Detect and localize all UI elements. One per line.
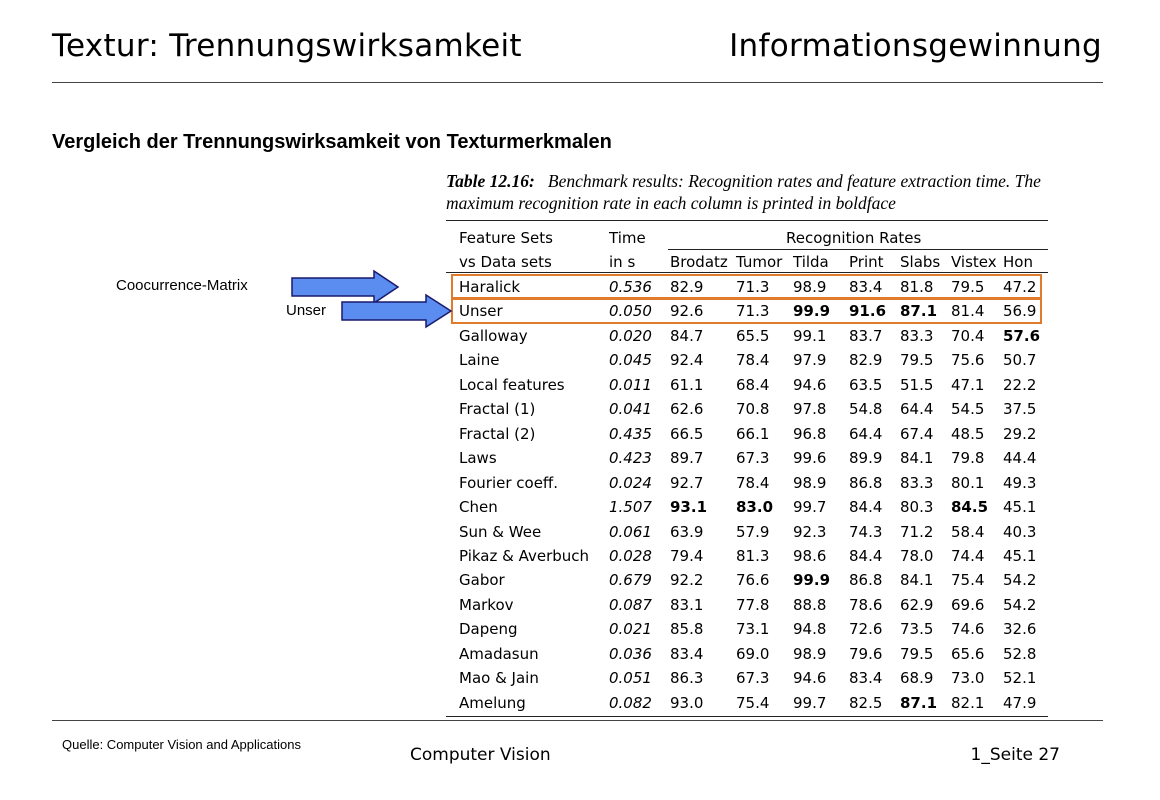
recognition-rate-cell: 83.3: [900, 473, 934, 492]
recognition-rate-cell: 93.0: [670, 693, 704, 712]
recognition-rate-cell: 67.3: [736, 449, 770, 468]
table-row: [446, 691, 1048, 715]
extraction-time: 0.041: [609, 400, 652, 419]
column-header: Tilda: [793, 253, 829, 271]
recognition-rate-cell: 87.1: [900, 302, 938, 321]
recognition-rate-cell: 57.6: [1003, 326, 1041, 345]
recognition-rate-cell: 83.4: [849, 669, 883, 688]
recognition-rate-cell: 89.9: [849, 449, 883, 468]
recognition-rate-cell: 54.2: [1003, 571, 1037, 590]
table-row: [446, 397, 1048, 421]
recognition-rate-cell: 82.9: [670, 278, 704, 296]
table-row: [446, 642, 1048, 666]
column-header: Brodatz: [670, 253, 728, 271]
feature-set-name: Dapeng: [459, 620, 518, 639]
slide-topic: Informationsgewinnung: [729, 28, 1102, 64]
recognition-rate-cell: 84.4: [849, 498, 883, 517]
recognition-rate-cell: 54.2: [1003, 595, 1037, 614]
recognition-rate-cell: 72.6: [849, 620, 883, 639]
recognition-rate-cell: 84.4: [849, 546, 883, 565]
recognition-rate-cell: 63.9: [670, 522, 704, 541]
recognition-rate-cell: 68.9: [900, 669, 934, 688]
recognition-rate-cell: 82.5: [849, 693, 883, 712]
table-caption-label: Table 12.16:: [446, 171, 535, 191]
header-vs-data-sets: vs Data sets: [459, 253, 552, 271]
column-header: Tumor: [736, 253, 783, 271]
feature-set-name: Amadasun: [459, 644, 539, 663]
table-row: [446, 617, 1048, 641]
table-row: [446, 446, 1048, 470]
recognition-rate-cell: 79.5: [900, 644, 934, 663]
recognition-rate-cell: 70.8: [736, 400, 770, 419]
recognition-rate-cell: 99.1: [793, 326, 827, 345]
recognition-rate-cell: 52.8: [1003, 644, 1037, 663]
recognition-rate-cell: 47.9: [1003, 693, 1037, 712]
recognition-rate-cell: 49.3: [1003, 473, 1037, 492]
recognition-rate-cell: 92.7: [670, 473, 704, 492]
recognition-rate-cell: 77.8: [736, 595, 770, 614]
recognition-rate-cell: 66.5: [670, 424, 704, 443]
extraction-time: 0.082: [609, 693, 652, 712]
extraction-time: 0.021: [609, 620, 652, 639]
recognition-rate-cell: 70.4: [951, 326, 985, 345]
table-row: [446, 422, 1048, 446]
recognition-rate-cell: 66.1: [736, 424, 770, 443]
recognition-rate-cell: 82.9: [849, 351, 883, 370]
recognition-rate-cell: 86.8: [849, 571, 883, 590]
column-header: Vistex: [951, 253, 997, 271]
recognition-rate-cell: 52.1: [1003, 669, 1037, 688]
recognition-rate-cell: 54.8: [849, 400, 883, 419]
feature-set-name: Local features: [459, 375, 565, 394]
recognition-rate-cell: 81.4: [951, 302, 985, 321]
recognition-rate-cell: 79.6: [849, 644, 883, 663]
recognition-rate-cell: 83.0: [736, 498, 774, 517]
feature-set-name: Pikaz & Averbuch: [459, 546, 590, 565]
recognition-rate-cell: 83.4: [670, 644, 704, 663]
recognition-rate-cell: 94.8: [793, 620, 827, 639]
recognition-rate-cell: 74.6: [951, 620, 985, 639]
recognition-rate-cell: 79.5: [951, 278, 985, 296]
table-rule-recognition: [668, 249, 1048, 250]
table-row: [446, 666, 1048, 690]
recognition-rate-cell: 82.1: [951, 693, 985, 712]
top-divider: [52, 82, 1103, 83]
recognition-rate-cell: 47.2: [1003, 278, 1037, 296]
slide-title: Textur: Trennungswirksamkeit: [52, 28, 522, 64]
recognition-rate-cell: 80.1: [951, 473, 985, 492]
recognition-rate-cell: 76.6: [736, 571, 770, 590]
recognition-rate-cell: 87.1: [900, 693, 938, 712]
recognition-rate-cell: 68.4: [736, 375, 770, 394]
recognition-rate-cell: 48.5: [951, 424, 985, 443]
recognition-rate-cell: 81.3: [736, 546, 770, 565]
extraction-time: 0.423: [609, 449, 652, 468]
header-feature-sets: Feature Sets: [459, 229, 553, 247]
recognition-rate-cell: 67.4: [900, 424, 934, 443]
recognition-rate-cell: 98.6: [793, 546, 827, 565]
table-row: [446, 568, 1048, 592]
feature-set-name: Mao & Jain: [459, 669, 539, 688]
table-row: [446, 520, 1048, 544]
recognition-rate-cell: 98.9: [793, 278, 827, 296]
coocurrence-label: Coocurrence-Matrix: [116, 277, 248, 294]
recognition-rate-cell: 92.4: [670, 351, 704, 370]
feature-set-name: Markov: [459, 595, 514, 614]
recognition-rate-cell: 79.8: [951, 449, 985, 468]
recognition-rate-cell: 71.2: [900, 522, 934, 541]
recognition-rate-cell: 99.7: [793, 498, 827, 517]
recognition-rate-cell: 97.9: [793, 351, 827, 370]
extraction-time: 0.028: [609, 546, 652, 565]
table-row: [446, 348, 1048, 372]
recognition-rate-cell: 83.3: [900, 326, 934, 345]
recognition-rate-cell: 45.1: [1003, 546, 1037, 565]
recognition-rate-cell: 73.1: [736, 620, 770, 639]
recognition-rate-cell: 92.3: [793, 522, 827, 541]
feature-set-name: Galloway: [459, 326, 528, 345]
extraction-time: 0.536: [609, 278, 652, 296]
column-header: Hon: [1003, 253, 1033, 271]
recognition-rate-cell: 61.1: [670, 375, 704, 394]
recognition-rate-cell: 99.6: [793, 449, 827, 468]
extraction-time: 0.679: [609, 571, 652, 590]
recognition-rate-cell: 45.1: [1003, 498, 1037, 517]
recognition-rate-cell: 74.4: [951, 546, 985, 565]
recognition-rate-cell: 29.2: [1003, 424, 1037, 443]
recognition-rate-cell: 37.5: [1003, 400, 1037, 419]
recognition-rate-cell: 69.6: [951, 595, 985, 614]
extraction-time: 0.045: [609, 351, 652, 370]
extraction-time: 0.036: [609, 644, 652, 663]
feature-set-name: Unser: [459, 302, 503, 321]
recognition-rate-cell: 71.3: [736, 302, 770, 321]
recognition-rate-cell: 62.9: [900, 595, 934, 614]
recognition-rate-cell: 74.3: [849, 522, 883, 541]
feature-set-name: Haralick: [459, 278, 521, 296]
extraction-time: 0.011: [609, 375, 652, 394]
feature-set-name: Chen: [459, 498, 498, 517]
recognition-rate-cell: 99.9: [793, 302, 831, 321]
recognition-rate-cell: 78.6: [849, 595, 883, 614]
recognition-rate-cell: 65.6: [951, 644, 985, 663]
highlight-box-unser: [451, 298, 1042, 324]
recognition-rate-cell: 44.4: [1003, 449, 1037, 468]
header-time: Time: [609, 229, 646, 247]
recognition-rate-cell: 22.2: [1003, 375, 1037, 394]
footer-course: Computer Vision: [410, 745, 551, 765]
recognition-rate-cell: 73.5: [900, 620, 934, 639]
table-rule-header: [446, 272, 1048, 273]
feature-set-name: Amelung: [459, 693, 526, 712]
recognition-rate-cell: 85.8: [670, 620, 704, 639]
table-rule-top: [446, 220, 1048, 221]
recognition-rate-cell: 83.1: [670, 595, 704, 614]
table-row: [446, 593, 1048, 617]
recognition-rate-cell: 51.5: [900, 375, 934, 394]
recognition-rate-cell: 79.4: [670, 546, 704, 565]
recognition-rate-cell: 54.5: [951, 400, 985, 419]
recognition-rate-cell: 79.5: [900, 351, 934, 370]
feature-set-name: Laine: [459, 351, 500, 370]
recognition-rate-cell: 94.6: [793, 375, 827, 394]
extraction-time: 0.051: [609, 669, 652, 688]
recognition-rate-cell: 64.4: [849, 424, 883, 443]
extraction-time: 0.061: [609, 522, 652, 541]
recognition-rate-cell: 75.6: [951, 351, 985, 370]
recognition-rate-cell: 80.3: [900, 498, 934, 517]
recognition-rate-cell: 69.0: [736, 644, 770, 663]
column-header: Slabs: [900, 253, 941, 271]
recognition-rate-cell: 67.3: [736, 669, 770, 688]
recognition-rate-cell: 65.5: [736, 326, 770, 345]
feature-set-name: Gabor: [459, 571, 505, 590]
recognition-rate-cell: 78.4: [736, 473, 770, 492]
recognition-rate-cell: 78.0: [900, 546, 934, 565]
header-in-s: in s: [609, 253, 636, 271]
arrow-unser-icon: [340, 293, 455, 329]
unser-label: Unser: [286, 302, 327, 319]
recognition-rate-cell: 56.9: [1003, 302, 1037, 321]
recognition-rate-cell: 89.7: [670, 449, 704, 468]
recognition-rate-cell: 47.1: [951, 375, 985, 394]
recognition-rate-cell: 98.9: [793, 473, 827, 492]
recognition-rate-cell: 78.4: [736, 351, 770, 370]
extraction-time: 0.435: [609, 424, 652, 443]
recognition-rate-cell: 83.7: [849, 326, 883, 345]
recognition-rate-cell: 75.4: [736, 693, 770, 712]
recognition-rate-cell: 50.7: [1003, 351, 1037, 370]
table-row: [446, 373, 1048, 397]
recognition-rate-cell: 81.8: [900, 278, 934, 296]
footer-page-number: 1_Seite 27: [970, 745, 1060, 765]
feature-set-name: Fractal (1): [459, 400, 536, 419]
recognition-rate-cell: 62.6: [670, 400, 704, 419]
recognition-rate-cell: 58.4: [951, 522, 985, 541]
extraction-time: 0.024: [609, 473, 652, 492]
recognition-rate-cell: 73.0: [951, 669, 985, 688]
table-caption: [446, 170, 1056, 214]
recognition-rate-cell: 71.3: [736, 278, 770, 296]
recognition-rate-cell: 84.1: [900, 571, 934, 590]
extraction-time: 0.050: [609, 302, 652, 321]
feature-set-name: Fourier coeff.: [459, 473, 559, 492]
feature-set-name: Laws: [459, 449, 497, 468]
feature-set-name: Fractal (2): [459, 424, 536, 443]
recognition-rate-cell: 99.7: [793, 693, 827, 712]
header-recognition-rates: Recognition Rates: [786, 229, 922, 247]
recognition-rate-cell: 91.6: [849, 302, 887, 321]
table-row: [446, 495, 1048, 519]
recognition-rate-cell: 88.8: [793, 595, 827, 614]
table-row: [446, 324, 1048, 348]
recognition-rate-cell: 63.5: [849, 375, 883, 394]
recognition-rate-cell: 99.9: [793, 571, 831, 590]
recognition-rate-cell: 32.6: [1003, 620, 1037, 639]
recognition-rate-cell: 93.1: [670, 498, 708, 517]
extraction-time: 0.020: [609, 326, 652, 345]
extraction-time: 0.087: [609, 595, 652, 614]
recognition-rate-cell: 97.8: [793, 400, 827, 419]
table-row: [446, 471, 1048, 495]
recognition-rate-cell: 64.4: [900, 400, 934, 419]
recognition-rate-cell: 86.3: [670, 669, 704, 688]
feature-set-name: Sun & Wee: [459, 522, 542, 541]
bottom-divider: [52, 720, 1103, 721]
recognition-rate-cell: 84.1: [900, 449, 934, 468]
slide-subtitle: Vergleich der Trennungswirksamkeit von Texturmerkmalen: [52, 131, 612, 153]
extraction-time: 1.507: [609, 498, 652, 517]
recognition-rate-cell: 84.5: [951, 498, 989, 517]
footer-source: Quelle: Computer Vision and Applications: [62, 737, 301, 752]
table-rule-bottom: [446, 716, 1048, 717]
recognition-rate-cell: 57.9: [736, 522, 770, 541]
recognition-rate-cell: 86.8: [849, 473, 883, 492]
column-header: Print: [849, 253, 884, 271]
recognition-rate-cell: 92.6: [670, 302, 704, 321]
recognition-rate-cell: 92.2: [670, 571, 704, 590]
table-row: [446, 544, 1048, 568]
recognition-rate-cell: 98.9: [793, 644, 827, 663]
recognition-rate-cell: 75.4: [951, 571, 985, 590]
highlight-box-haralick: [451, 274, 1042, 299]
recognition-rate-cell: 96.8: [793, 424, 827, 443]
recognition-rate-cell: 84.7: [670, 326, 704, 345]
recognition-rate-cell: 83.4: [849, 278, 883, 296]
table-caption-text: Benchmark results: Recognition rates and feature extraction time. The maximum recognition rate in each column is printed in boldface: [446, 171, 1041, 213]
recognition-rate-cell: 40.3: [1003, 522, 1037, 541]
recognition-rate-cell: 94.6: [793, 669, 827, 688]
